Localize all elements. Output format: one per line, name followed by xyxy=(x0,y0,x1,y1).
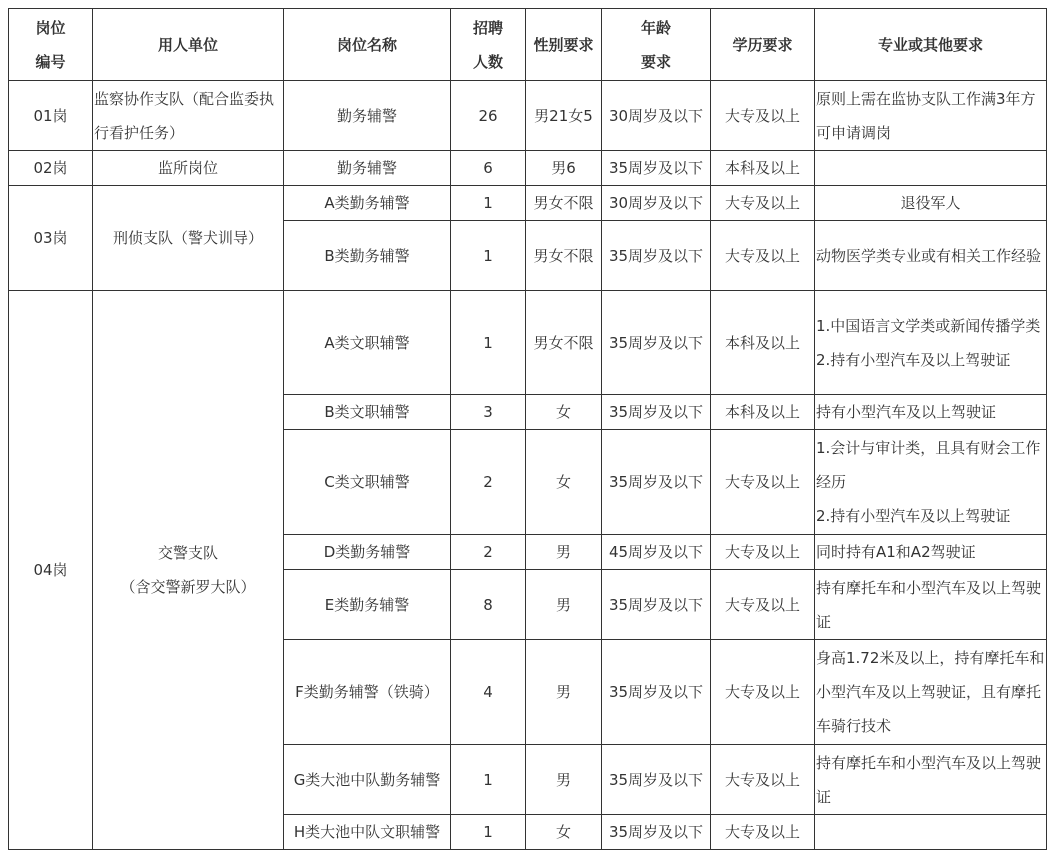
count-cell: 26 xyxy=(451,81,526,151)
edu-cell: 大专及以上 xyxy=(711,221,815,291)
gender-cell: 男 xyxy=(526,640,602,745)
header-gender: 性别要求 xyxy=(526,9,602,81)
age-cell: 35周岁及以下 xyxy=(602,815,711,850)
gender-cell: 男女不限 xyxy=(526,291,602,395)
req-cell: 1.中国语言文学类或新闻传播学类 2.持有小型汽车及以上驾驶证 xyxy=(815,291,1047,395)
req-cell: 持有小型汽车及以上驾驶证 xyxy=(815,395,1047,430)
req-cell: 退役军人 xyxy=(815,186,1047,221)
gender-cell: 女 xyxy=(526,815,602,850)
count-cell: 1 xyxy=(451,291,526,395)
count-cell: 1 xyxy=(451,815,526,850)
req-cell: 动物医学类专业或有相关工作经验 xyxy=(815,221,1047,291)
recruitment-table xyxy=(8,8,1047,850)
edu-cell: 大专及以上 xyxy=(711,430,815,535)
title-cell: H类大池中队文职辅警 xyxy=(284,815,451,850)
gender-cell: 男6 xyxy=(526,151,602,186)
age-cell: 35周岁及以下 xyxy=(602,745,711,815)
pos-no-cell: 02岗 xyxy=(9,151,93,186)
age-cell: 35周岁及以下 xyxy=(602,395,711,430)
edu-cell: 大专及以上 xyxy=(711,186,815,221)
edu-cell: 本科及以上 xyxy=(711,395,815,430)
count-cell: 4 xyxy=(451,640,526,745)
count-cell: 1 xyxy=(451,221,526,291)
age-cell: 30周岁及以下 xyxy=(602,81,711,151)
title-cell: E类勤务辅警 xyxy=(284,570,451,640)
age-cell: 45周岁及以下 xyxy=(602,535,711,570)
table-row xyxy=(9,151,1047,186)
unit-cell: 监察协作支队（配合监委执行看护任务） xyxy=(93,81,284,151)
header-age: 年龄 要求 xyxy=(602,9,711,81)
edu-cell: 大专及以上 xyxy=(711,815,815,850)
header-edu: 学历要求 xyxy=(711,9,815,81)
table-row xyxy=(9,186,1047,221)
title-cell: B类勤务辅警 xyxy=(284,221,451,291)
count-cell: 2 xyxy=(451,535,526,570)
unit-cell: 监所岗位 xyxy=(93,151,284,186)
gender-cell: 女 xyxy=(526,395,602,430)
edu-cell: 本科及以上 xyxy=(711,151,815,186)
title-cell: C类文职辅警 xyxy=(284,430,451,535)
table-row xyxy=(9,81,1047,151)
header-title: 岗位名称 xyxy=(284,9,451,81)
req-cell xyxy=(815,815,1047,850)
count-cell: 1 xyxy=(451,745,526,815)
count-cell: 1 xyxy=(451,186,526,221)
title-cell: B类文职辅警 xyxy=(284,395,451,430)
req-cell: 持有摩托车和小型汽车及以上驾驶证 xyxy=(815,745,1047,815)
edu-cell: 大专及以上 xyxy=(711,535,815,570)
edu-cell: 大专及以上 xyxy=(711,81,815,151)
title-cell: F类勤务辅警（铁骑） xyxy=(284,640,451,745)
pos-no-cell: 01岗 xyxy=(9,81,93,151)
header-pos-no: 岗位 编号 xyxy=(9,9,93,81)
edu-cell: 本科及以上 xyxy=(711,291,815,395)
req-cell: 原则上需在监协支队工作满3年方可申请调岗 xyxy=(815,81,1047,151)
pos-no-cell: 04岗 xyxy=(9,291,93,850)
count-cell: 2 xyxy=(451,430,526,535)
unit-cell: 交警支队 （含交警新罗大队） xyxy=(93,291,284,850)
age-cell: 35周岁及以下 xyxy=(602,570,711,640)
req-cell xyxy=(815,151,1047,186)
gender-cell: 男 xyxy=(526,745,602,815)
count-cell: 6 xyxy=(451,151,526,186)
req-cell: 持有摩托车和小型汽车及以上驾驶证 xyxy=(815,570,1047,640)
age-cell: 35周岁及以下 xyxy=(602,640,711,745)
gender-cell: 男21女5 xyxy=(526,81,602,151)
age-cell: 35周岁及以下 xyxy=(602,151,711,186)
table-row xyxy=(9,291,1047,395)
req-cell: 1.会计与审计类，且具有财会工作经历 2.持有小型汽车及以上驾驶证 xyxy=(815,430,1047,535)
count-cell: 3 xyxy=(451,395,526,430)
header-req: 专业或其他要求 xyxy=(815,9,1047,81)
gender-cell: 男女不限 xyxy=(526,186,602,221)
header-row xyxy=(9,9,1047,81)
count-cell: 8 xyxy=(451,570,526,640)
edu-cell: 大专及以上 xyxy=(711,640,815,745)
req-cell: 同时持有A1和A2驾驶证 xyxy=(815,535,1047,570)
unit-cell: 刑侦支队（警犬训导） xyxy=(93,186,284,291)
pos-no-cell: 03岗 xyxy=(9,186,93,291)
age-cell: 35周岁及以下 xyxy=(602,291,711,395)
title-cell: 勤务辅警 xyxy=(284,81,451,151)
title-cell: A类文职辅警 xyxy=(284,291,451,395)
header-unit: 用人单位 xyxy=(93,9,284,81)
gender-cell: 男女不限 xyxy=(526,221,602,291)
title-cell: 勤务辅警 xyxy=(284,151,451,186)
title-cell: A类勤务辅警 xyxy=(284,186,451,221)
title-cell: G类大池中队勤务辅警 xyxy=(284,745,451,815)
header-count: 招聘 人数 xyxy=(451,9,526,81)
age-cell: 30周岁及以下 xyxy=(602,186,711,221)
edu-cell: 大专及以上 xyxy=(711,570,815,640)
title-cell: D类勤务辅警 xyxy=(284,535,451,570)
edu-cell: 大专及以上 xyxy=(711,745,815,815)
req-cell: 身高1.72米及以上，持有摩托车和小型汽车及以上驾驶证，且有摩托车骑行技术 xyxy=(815,640,1047,745)
age-cell: 35周岁及以下 xyxy=(602,221,711,291)
gender-cell: 男 xyxy=(526,535,602,570)
age-cell: 35周岁及以下 xyxy=(602,430,711,535)
gender-cell: 男 xyxy=(526,570,602,640)
gender-cell: 女 xyxy=(526,430,602,535)
